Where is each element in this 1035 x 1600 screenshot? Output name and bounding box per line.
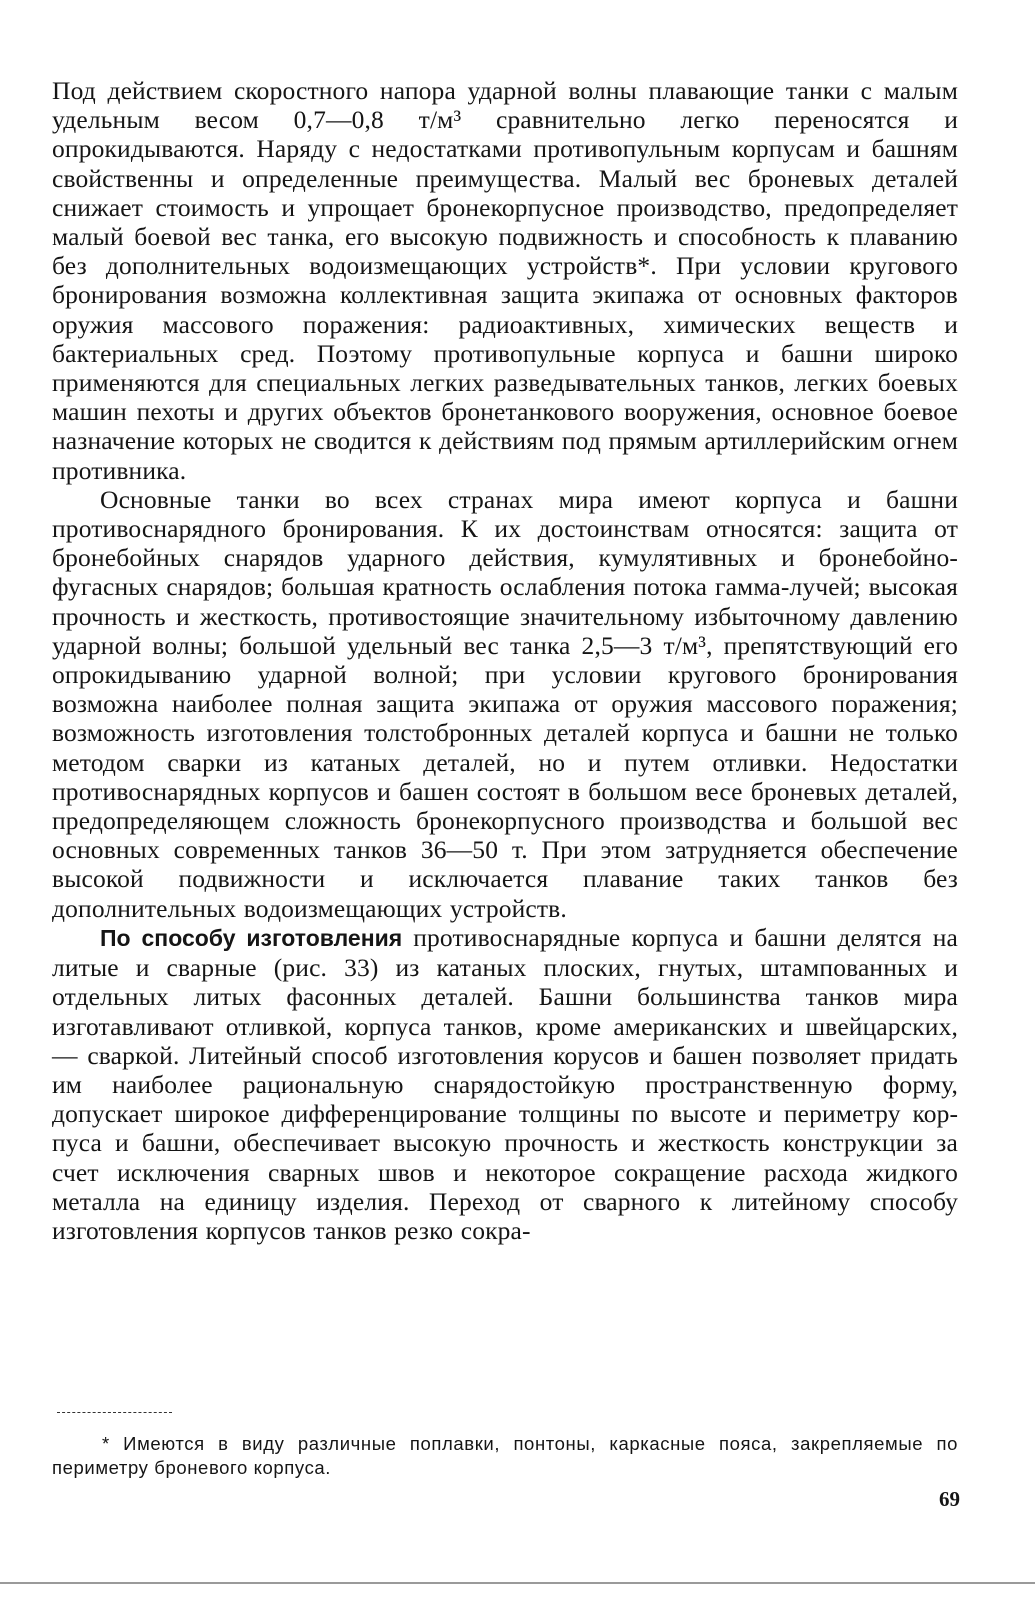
- footnote: * Имеются в виду различные поплавки, понтоны, каркасные пояса, закрепляемые по периметру броневого корпуса.: [52, 1433, 958, 1478]
- paragraph-1: [52, 76, 958, 485]
- paragraph-3: [52, 923, 958, 1245]
- paragraph-1-text: Под действием скоростного напора ударной волны плавающие танки с малым удельным весом 0,7—0,8 т/м³ сравнительно легко переносятся и опрокидываются. Наряду с недостатками противопульным корпусам и башням свойственны и определенные преимущества. Малый вес броневых деталей снижает стоимость и упрощает бронекорпусное производство, предопределяет малый боевой вес танка, его высокую подвижность и способность к плаванию без дополнительных водоизмещающих устройств*. При условии кругового бронирования возможна коллективная защита экипажа от основных факторов оружия массового поражения: радиоактивных, химических веществ и бактериальных сред. Поэтому противопульные корпуса и башни широко применяются для специальных легких разведывательных танков, легких боевых машин пехоты и других объектов бронетанкового вооружения, основное боевое назначение которых не сводится к действиям под прямым артиллерийским огнем противника.: [52, 76, 958, 485]
- paragraph-3-text: противоснарядные корпуса и башни делятся на литые и сварные (рис. 33) из катаных плоских, гнутых, штампованных и отдельных литых фасонных деталей. Башни большинства танков мира изготавливают отливкой, корпуса танков, кроме американских и швейцарских, — сваркой. Литейный способ изготовления корусов и башен позволяет придать им наиболее рациональную снарядостойкую пространственную форму, допускает широкое дифференцирование толщины по высоте и периметру корпуса и башни, обеспечивает высокую прочность и жесткость конструкции за счет исключения сварных швов и некоторое сокращение расхода жидкого металла на единицу изделия. Переход от сварного к литейному способу изготовления корпусов танков резко сокра-: [52, 922, 958, 1245]
- paragraph-3-lead: По способу изготовления: [100, 924, 403, 951]
- footnote-separator: [57, 1412, 172, 1413]
- paragraph-2-text: Основные танки во всех странах мира имеют корпуса и башни противоснарядного бронирования. К их достоинствам относятся: защита от бронебойных снарядов ударного действия, кумулятивных и бронебойно-фугасных снарядов; большая кратность ослабления потока гамма-лучей; высокая прочность и жесткость, противостоящие значительному избыточному давлению ударной волны; большой удельный вес танка 2,5—3 т/м³, препятствующий его опрокидыванию ударной волной; при условии кругового бронирования возможна наиболее полная защита экипажа от оружия массового поражения; возможность изготовления толстобронных деталей корпуса и башни не только методом сварки из катаных деталей, но и путем отливки. Недостатки противоснарядных корпусов и башен состоят в большом весе броневых деталей, предопределяющем сложность бронекорпусного производства и большой вес основных современных танков 36—50 т. При этом затрудняется обеспечение высокой подвижности и исключается плавание таких танков без дополнительных водоизмещающих устройств.: [52, 484, 958, 923]
- page-body: [52, 76, 958, 1245]
- page-number: 69: [939, 1487, 960, 1511]
- page-bottom-edge: [0, 1582, 1035, 1584]
- paragraph-2: [52, 485, 958, 923]
